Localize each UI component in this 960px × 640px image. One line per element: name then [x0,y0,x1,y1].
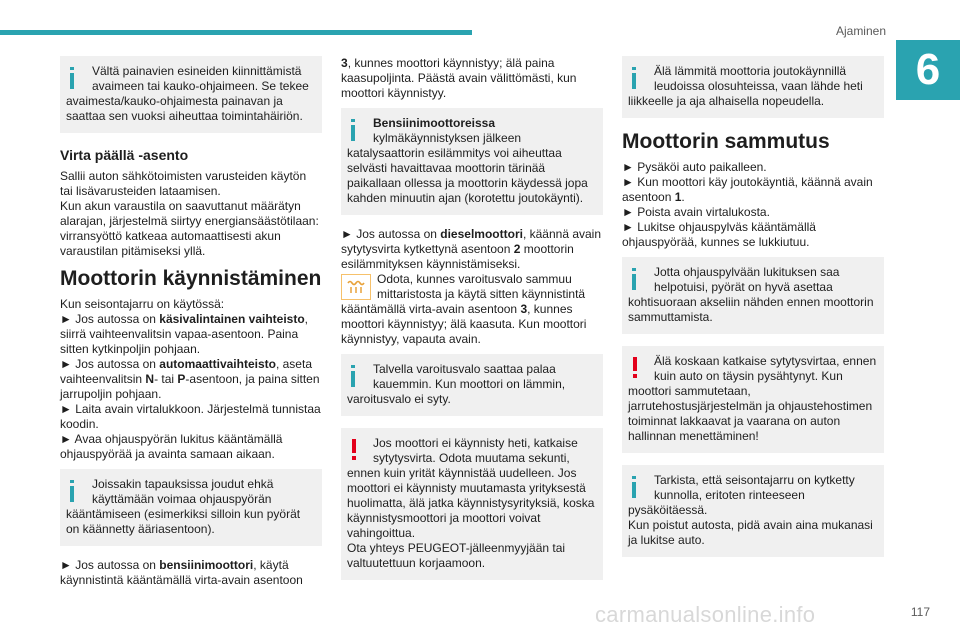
watermark: carmanualsonline.info [595,602,816,627]
warning-icon [347,436,369,464]
page-number: 117 [910,605,930,619]
step-item: ► Laita avain virtalukkoon. Järjestelmä tunnistaa koodin. [60,402,321,431]
header-accent-bar [0,30,472,35]
section-title: Ajaminen [835,24,886,38]
info-icon [347,116,369,144]
paragraph: Sallii auton sähkötoimisten varusteiden käytön tai lisävarusteiden lataamisen. [60,169,307,198]
info-text: Bensiinimoottoreissa kylmäkäynnistyksen jälkeen katalysaattorin esilämmitys voi aiheuttaa selvästi havaittavaa moottorin tärinää paikallaan ollessa ja moottorin käydessä jopa kahden minuutin ajan (korotettu joutokäynti). [347,116,588,205]
info-text: Talvella varoitusvalo saattaa palaa kauemmin. Kun moottori on lämmin, varoitusvalo ei syty. [347,362,566,406]
step-item: ► Lukitse ohjauspylväs kääntämällä ohjauspyörää, kunnes se lukkiutuu. [622,220,816,249]
step-item: ► Pysäköi auto paikalleen. [622,160,767,174]
warning-text: Älä koskaan katkaise sytytysvirtaa, ennen kuin auto on täysin pysähtynyt. Kun moottori sammutetaan, jarrutehostusjärjestelmän ja ohjaustehostimen toiminnat lakkaavat ja vaarana on auton hallinnan menettäminen! [628,354,877,443]
column-1 [60,56,322,595]
column-2 [341,56,603,592]
info-box [622,465,884,557]
warning-text: Jos moottori ei käynnisty heti, katkaise sytytysvirta. Odota muutama sekunti, ennen kuin yrität käynnistää uudelleen. Jos moottori ei käynnisty muutamasta yrityksestä huolimatta, älä jatka käynnistysyrityksiä, koska käynnistysmoottori ja moottori voivat vahingoittua. Ota yhteys PEUGEOT-jälleenmyyjään tai valtuutettuun korjaamoon. [347,436,595,570]
step-item: ► Jos autossa on käsivalintainen vaihteisto, siirrä vaihteenvalitsin vapaa-asentoon. Paina sitten kytkinpoljin pohjaan. [60,312,308,356]
warning-box [341,428,603,580]
section-heading: Virta päällä -asento [60,147,189,163]
paragraph: Odota, kunnes varoitusvalo sammuu mittaristosta ja käytä sitten käynnistintä kääntämällä virta-avain asentoon 3, kunnes moottori käynnistyy; älä kaasuta. Kun moottori käynnistyy, vapauta avain. [341,272,587,346]
step-item: ► Jos autossa on dieselmoottori, käännä avain sytytysvirta kytkettynä asentoon 2 moottorin esilämmityksen käynnistämiseksi. [341,227,602,271]
info-box [60,469,322,546]
step-item: ► Jos autossa on bensiinimoottori, käytä käynnistintä kääntämällä virta-avain asentoon [60,558,303,587]
info-icon [66,64,88,92]
main-heading: Moottorin käynnistäminen [60,267,322,290]
info-icon [628,265,650,293]
step-item: ► Jos autossa on automaattivaihteisto, aseta vaihteenvalitsin N- tai P-asentoon, ja paina sitten jarrupoljin pohjaan. [60,357,320,401]
warning-icon [628,354,650,382]
step-item: ► Kun moottori käy joutokäyntiä, käännä avain asentoon 1. [622,175,873,204]
info-text: Jotta ohjauspylvään lukituksen saa helpotuisi, pyörät on hyvä asettaa kohtisuoraan akseliin nähden ennen moottorin sammuttamista. [628,265,874,324]
info-box [622,257,884,334]
paragraph: Kun seisontajarru on käytössä: [60,297,225,311]
info-icon [66,477,88,505]
info-box [341,354,603,416]
step-item: ► Poista avain virtalukosta. [622,205,770,219]
main-heading: Moottorin sammutus [622,130,830,153]
info-text: Tarkista, että seisontajarru on kytketty kunnolla, eritoten rinteeseen pysäköitäessä. Kun poistut autosta, pidä avain aina mukanasi ja lukitse auto. [628,473,873,547]
step-item: ► Avaa ohjauspyörän lukitus kääntämällä ohjauspyörää ja avainta samaan aikaan. [60,432,283,461]
glow-plug-warning-icon [341,274,371,300]
info-icon [628,64,650,92]
info-box [622,56,884,118]
column-3 [622,56,884,569]
chapter-number-tab: 6 [896,40,960,100]
info-text: Älä lämmitä moottoria joutokäynnillä leudoissa olosuhteissa, vaan lähde heti liikkeelle ja aja alhaisella nopeudella. [628,64,863,108]
warning-box [622,346,884,453]
info-box [341,108,603,215]
info-icon [347,362,369,390]
paragraph: Kun akun varaustila on saavuttanut määrätyn alarajan, järjestelmä siirtyy energiansäästötilaan: virransyöttö katkeaa automaattisesti akun varaustilan pitämiseksi yllä. [60,199,319,258]
info-icon [628,473,650,501]
info-text: Vältä painavien esineiden kiinnittämistä avaimeen tai kauko-ohjaimeen. Se tekee avaimesta/kauko-ohjaimesta painavan ja saattaa sen vuoksi aiheuttaa toimintahäiriön. [66,64,309,123]
paragraph: 3, kunnes moottori käynnistyy; älä paina kaasupoljinta. Päästä avain välittömästi, kun moottori käynnistyy. [341,56,577,100]
info-box [60,56,322,133]
info-text: Joissakin tapauksissa joudut ehkä käyttämään voimaa ohjauspyörän kääntämiseen (esimerkiksi silloin kun pyörät on käännetty ääriasentoon). [66,477,301,536]
